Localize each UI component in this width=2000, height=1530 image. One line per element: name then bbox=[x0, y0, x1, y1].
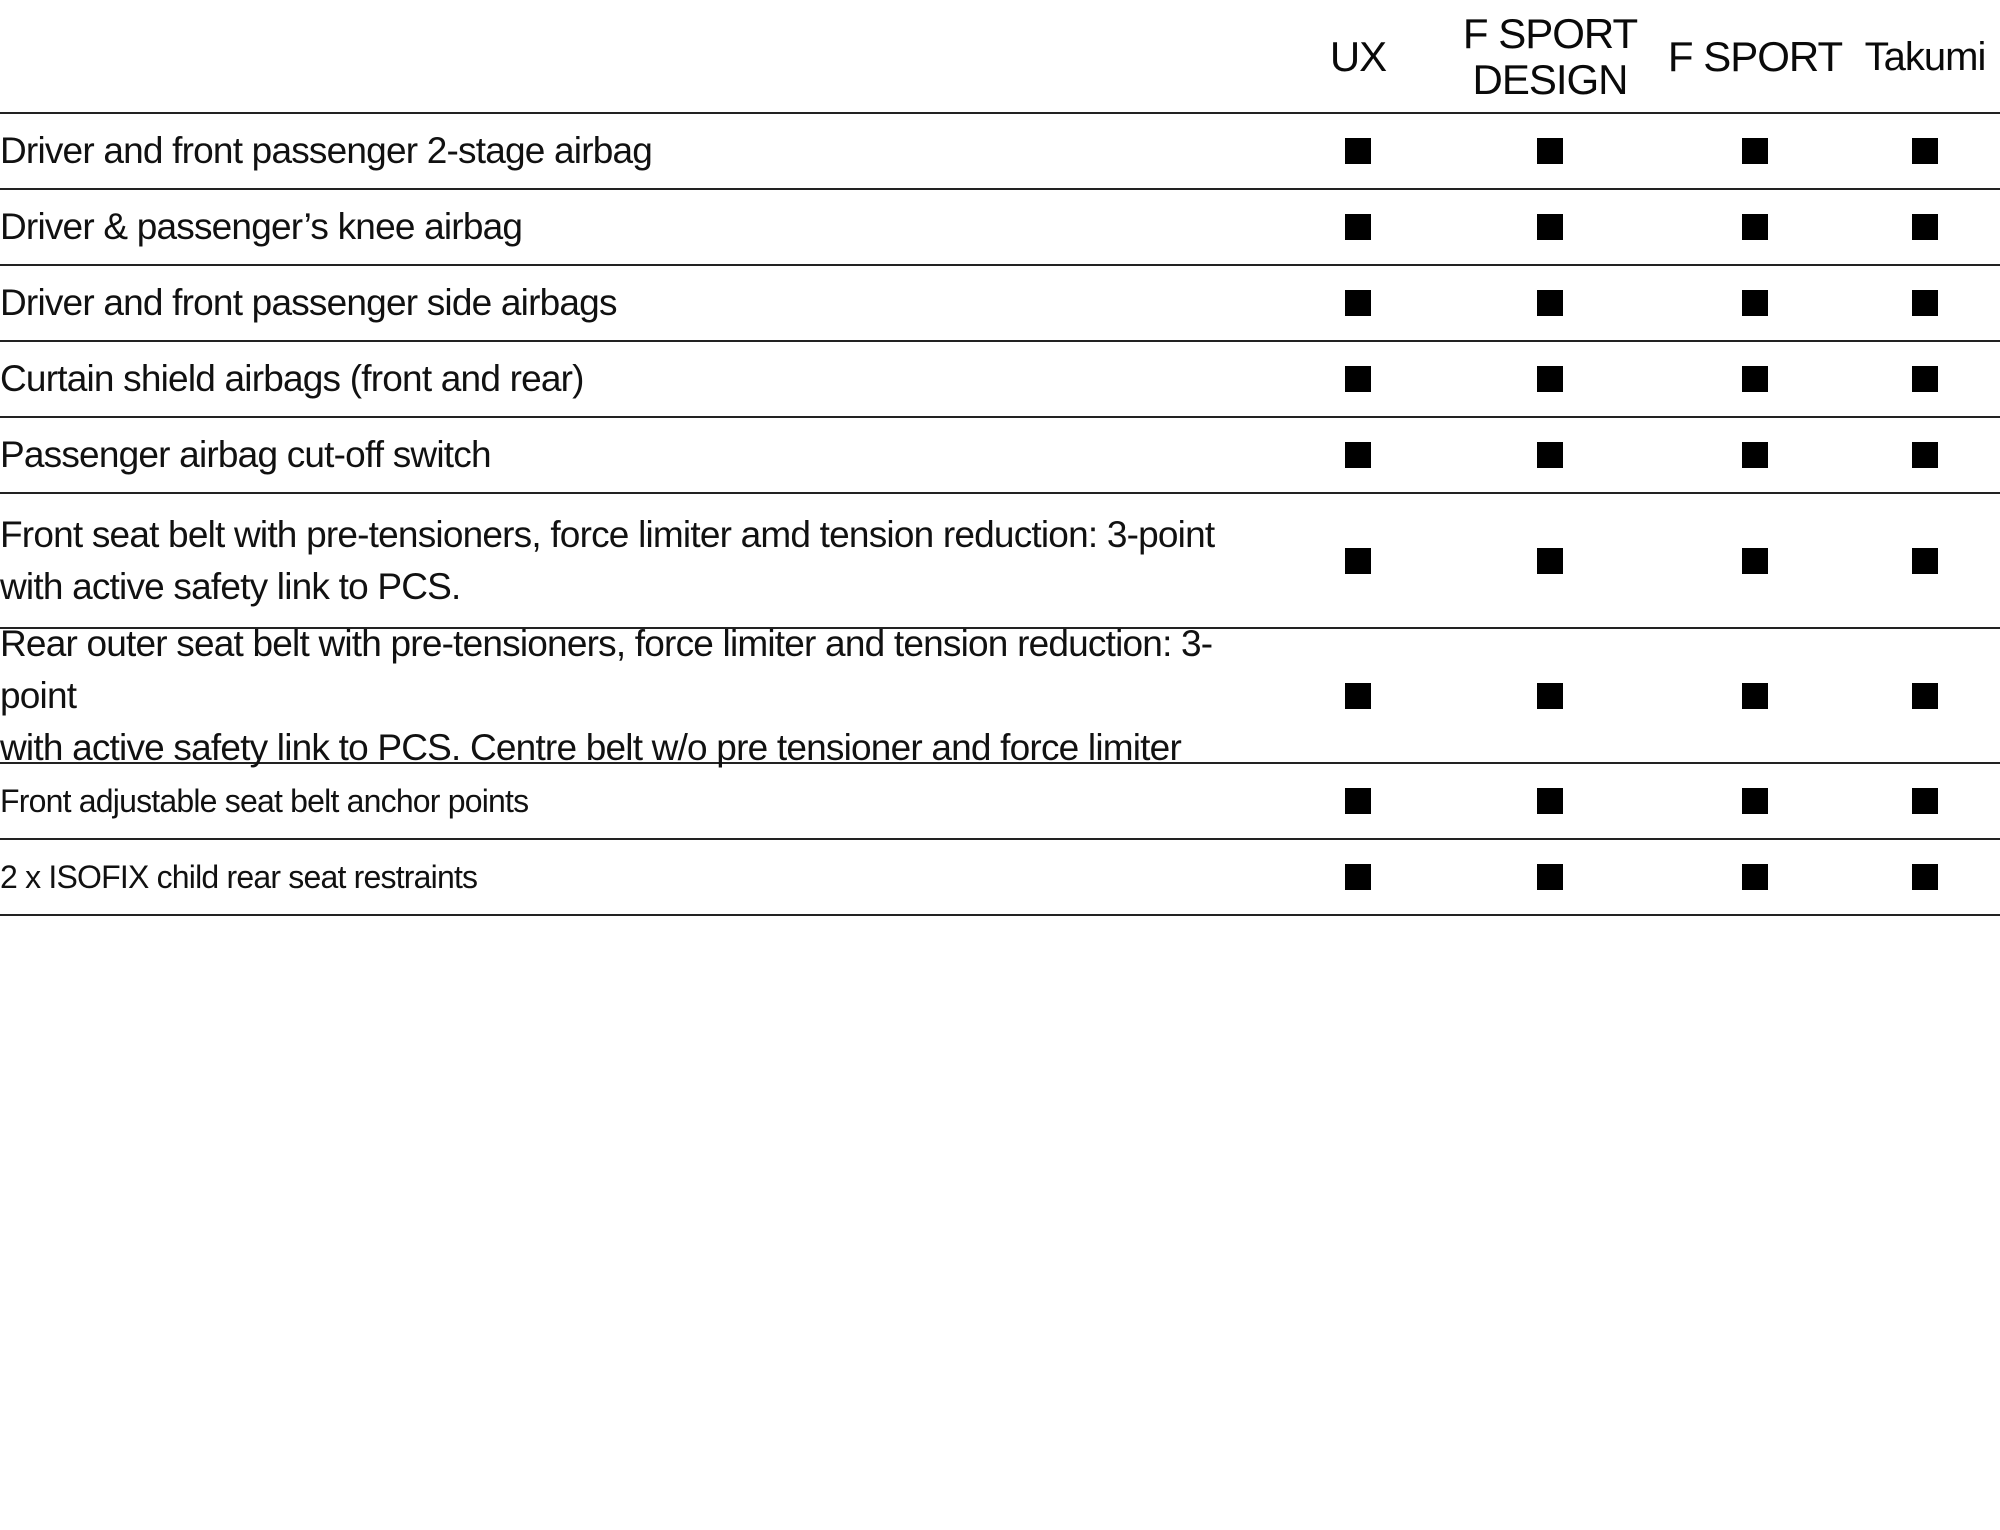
filled-square-icon bbox=[1537, 214, 1563, 240]
cell-f-sport bbox=[1660, 418, 1850, 492]
cell-ux bbox=[1292, 266, 1424, 340]
filled-square-icon bbox=[1912, 366, 1938, 392]
filled-square-icon bbox=[1912, 548, 1938, 574]
cell-ux bbox=[1292, 629, 1424, 762]
cell-f-sport-design bbox=[1430, 629, 1670, 762]
filled-square-icon bbox=[1912, 290, 1938, 316]
filled-square-icon bbox=[1742, 548, 1768, 574]
filled-square-icon bbox=[1537, 442, 1563, 468]
cell-f-sport bbox=[1660, 342, 1850, 416]
filled-square-icon bbox=[1537, 864, 1563, 890]
cell-takumi bbox=[1850, 494, 2000, 627]
cell-takumi bbox=[1850, 840, 2000, 914]
feature-label: Front seat belt with pre-tensioners, force limiter amd tension reduction: 3-point with active safety link to PCS. bbox=[0, 513, 1215, 607]
filled-square-icon bbox=[1537, 290, 1563, 316]
column-header-ux: UX bbox=[1329, 33, 1387, 80]
filled-square-icon bbox=[1537, 138, 1563, 164]
column-header-takumi: Takumi bbox=[1864, 35, 1986, 79]
filled-square-icon bbox=[1742, 788, 1768, 814]
cell-f-sport bbox=[1660, 190, 1850, 264]
table-row bbox=[0, 418, 2000, 494]
table-row bbox=[0, 342, 2000, 418]
filled-square-icon bbox=[1537, 788, 1563, 814]
cell-f-sport bbox=[1660, 764, 1850, 838]
filled-square-icon bbox=[1345, 214, 1371, 240]
cell-takumi bbox=[1850, 764, 2000, 838]
cell-takumi bbox=[1850, 266, 2000, 340]
cell-ux bbox=[1292, 764, 1424, 838]
filled-square-icon bbox=[1345, 366, 1371, 392]
cell-ux bbox=[1292, 840, 1424, 914]
cell-f-sport-design bbox=[1430, 418, 1670, 492]
filled-square-icon bbox=[1912, 788, 1938, 814]
cell-f-sport bbox=[1660, 266, 1850, 340]
filled-square-icon bbox=[1742, 442, 1768, 468]
cell-f-sport bbox=[1660, 114, 1850, 188]
cell-ux bbox=[1292, 114, 1424, 188]
filled-square-icon bbox=[1345, 548, 1371, 574]
table-row bbox=[0, 266, 2000, 342]
filled-square-icon bbox=[1345, 788, 1371, 814]
table-header-row bbox=[0, 0, 2000, 114]
cell-takumi bbox=[1850, 342, 2000, 416]
filled-square-icon bbox=[1742, 214, 1768, 240]
filled-square-icon bbox=[1742, 290, 1768, 316]
cell-f-sport bbox=[1660, 840, 1850, 914]
filled-square-icon bbox=[1537, 366, 1563, 392]
filled-square-icon bbox=[1537, 683, 1563, 709]
feature-label: Driver & passenger’s knee airbag bbox=[0, 206, 523, 247]
table-row bbox=[0, 622, 2000, 768]
cell-f-sport-design bbox=[1430, 494, 1670, 627]
cell-f-sport-design bbox=[1430, 114, 1670, 188]
cell-f-sport-design bbox=[1430, 764, 1670, 838]
feature-label: Passenger airbag cut-off switch bbox=[0, 434, 491, 475]
filled-square-icon bbox=[1345, 683, 1371, 709]
filled-square-icon bbox=[1912, 214, 1938, 240]
column-header-f-sport-design: F SPORT DESIGN bbox=[1462, 10, 1638, 103]
cell-takumi bbox=[1850, 629, 2000, 762]
cell-takumi bbox=[1850, 190, 2000, 264]
feature-label: Front adjustable seat belt anchor points bbox=[0, 783, 529, 819]
cell-takumi bbox=[1850, 418, 2000, 492]
filled-square-icon bbox=[1345, 864, 1371, 890]
filled-square-icon bbox=[1912, 138, 1938, 164]
filled-square-icon bbox=[1912, 683, 1938, 709]
cell-f-sport-design bbox=[1430, 342, 1670, 416]
filled-square-icon bbox=[1345, 290, 1371, 316]
cell-ux bbox=[1292, 418, 1424, 492]
cell-f-sport-design bbox=[1430, 190, 1670, 264]
feature-label: Driver and front passenger 2-stage airbag bbox=[0, 130, 653, 171]
filled-square-icon bbox=[1537, 548, 1563, 574]
cell-f-sport-design bbox=[1430, 266, 1670, 340]
cell-f-sport bbox=[1660, 494, 1850, 627]
table-row bbox=[0, 764, 2000, 840]
filled-square-icon bbox=[1742, 683, 1768, 709]
filled-square-icon bbox=[1912, 442, 1938, 468]
filled-square-icon bbox=[1742, 366, 1768, 392]
feature-label: 2 x ISOFIX child rear seat restraints bbox=[0, 859, 478, 895]
table-row bbox=[0, 114, 2000, 190]
column-header-f-sport: F SPORT bbox=[1667, 33, 1843, 80]
filled-square-icon bbox=[1912, 864, 1938, 890]
table-row bbox=[0, 190, 2000, 266]
feature-label: Rear outer seat belt with pre-tensioners, force limiter and tension reduction: 3-point with active safety link to PCS. Centre belt w/o pre tensioner and force limiter bbox=[0, 622, 1213, 768]
cell-ux bbox=[1292, 494, 1424, 627]
filled-square-icon bbox=[1742, 138, 1768, 164]
table-row bbox=[0, 840, 2000, 916]
cell-f-sport bbox=[1660, 629, 1850, 762]
filled-square-icon bbox=[1345, 138, 1371, 164]
cell-f-sport-design bbox=[1430, 840, 1670, 914]
cell-takumi bbox=[1850, 114, 2000, 188]
cell-ux bbox=[1292, 342, 1424, 416]
feature-label: Driver and front passenger side airbags bbox=[0, 282, 617, 323]
feature-label: Curtain shield airbags (front and rear) bbox=[0, 358, 584, 399]
cell-ux bbox=[1292, 190, 1424, 264]
table-row bbox=[0, 494, 2000, 629]
filled-square-icon bbox=[1345, 442, 1371, 468]
filled-square-icon bbox=[1742, 864, 1768, 890]
